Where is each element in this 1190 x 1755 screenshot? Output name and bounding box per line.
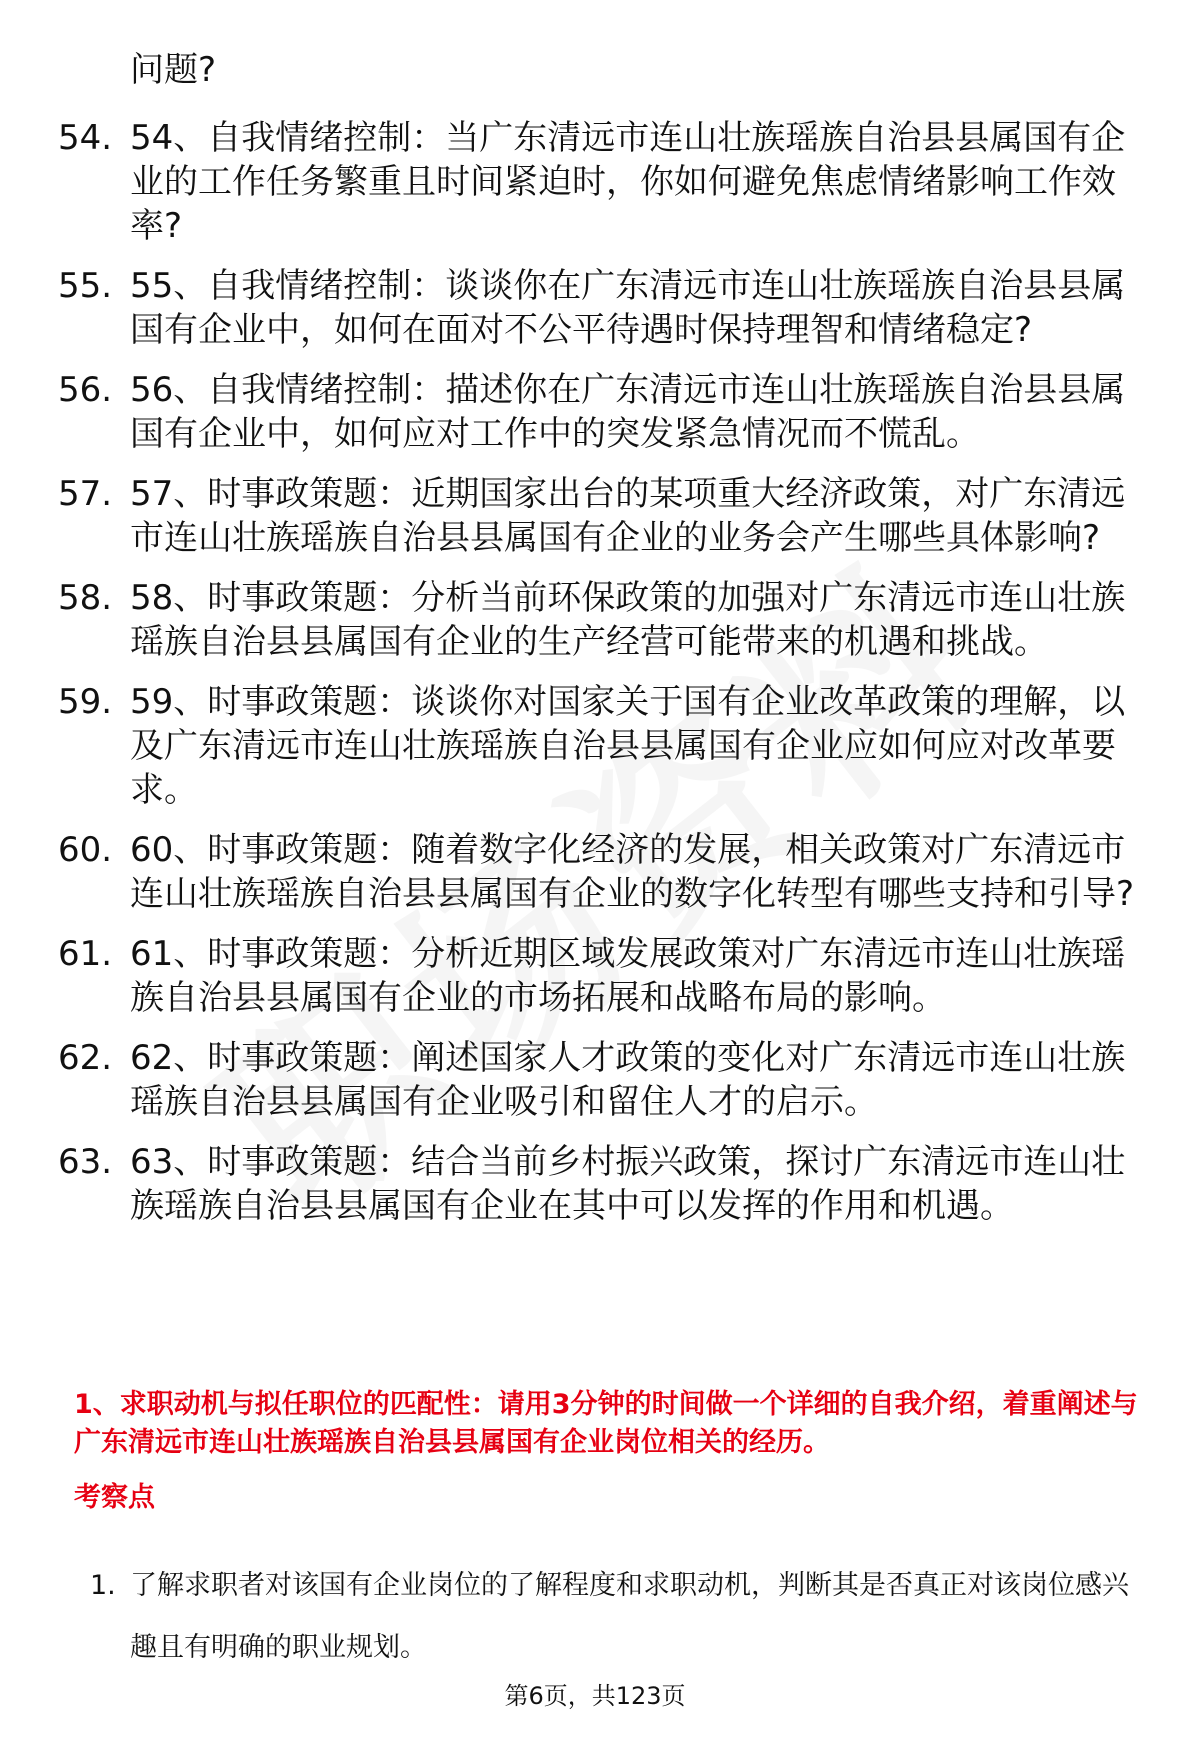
question-number: 59. [58, 682, 113, 722]
question-text: 61、时事政策题：分析近期区域发展政策对广东清远市连山壮族瑶族自治县县属国有企业的市场拓展和战略布局的影响。 [130, 934, 1126, 1018]
question-text: 58、时事政策题：分析当前环保政策的加强对广东清远市连山壮族瑶族自治县县属国有企业的生产经营可能带来的机遇和挑战。 [130, 578, 1126, 662]
question-text: 63、时事政策题：结合当前乡村振兴政策，探讨广东清远市连山壮族瑶族自治县县属国有企业在其中可以发挥的作用和机遇。 [130, 1142, 1126, 1226]
question-item [58, 576, 1148, 664]
question-item [58, 116, 1148, 248]
point-number: 1. [90, 1570, 116, 1601]
question-item [58, 1036, 1148, 1124]
question-number: 63. [58, 1142, 113, 1182]
question-text: 56、自我情绪控制：描述你在广东清远市连山壮族瑶族自治县县属国有企业中，如何应对工作中的突发紧急情况而不慌乱。 [130, 370, 1126, 454]
sub-heading: 考察点 [74, 1482, 155, 1513]
assessment-point [90, 1555, 1150, 1679]
question-text: 59、时事政策题：谈谈你对国家关于国有企业改革政策的理解，以及广东清远市连山壮族瑶族自治县县属国有企业应如何应对改革要求。 [130, 682, 1126, 810]
question-number: 56. [58, 370, 113, 410]
question-item [58, 828, 1148, 916]
question-item [58, 472, 1148, 560]
point-text: 了解求职者对该国有企业岗位的了解程度和求职动机，判断其是否真正对该岗位感兴趣且有明确的职业规划。 [130, 1570, 1129, 1663]
question-text: 62、时事政策题：阐述国家人才政策的变化对广东清远市连山壮族瑶族自治县县属国有企业吸引和留住人才的启示。 [130, 1038, 1126, 1122]
page-footer: 第6页，共123页 [504, 1682, 686, 1710]
question-number: 60. [58, 830, 113, 870]
question-number: 57. [58, 474, 113, 514]
question-text: 54、自我情绪控制：当广东清远市连山壮族瑶族自治县县属国有企业的工作任务繁重且时间紧迫时，你如何避免焦虑情绪影响工作效率? [130, 118, 1126, 246]
continuation-text: 问题? [130, 50, 217, 90]
question-number: 58. [58, 578, 113, 618]
section-heading: 1、求职动机与拟任职位的匹配性：请用3分钟的时间做一个详细的自我介绍，着重阐述与广东清远市连山壮族瑶族自治县县属国有企业岗位相关的经历。 [74, 1389, 1138, 1458]
question-number: 62. [58, 1038, 113, 1078]
question-text: 57、时事政策题：近期国家出台的某项重大经济政策，对广东清远市连山壮族瑶族自治县县属国有企业的业务会产生哪些具体影响? [130, 474, 1126, 558]
question-item [58, 368, 1148, 456]
question-list [58, 116, 1148, 1244]
question-item [58, 680, 1148, 812]
question-number: 61. [58, 934, 113, 974]
question-item [58, 1140, 1148, 1228]
question-number: 54. [58, 118, 113, 158]
question-item [58, 932, 1148, 1020]
question-item [58, 264, 1148, 352]
question-text: 60、时事政策题：随着数字化经济的发展，相关政策对广东清远市连山壮族瑶族自治县县属国有企业的数字化转型有哪些支持和引导? [130, 830, 1135, 914]
question-text: 55、自我情绪控制：谈谈你在广东清远市连山壮族瑶族自治县县属国有企业中，如何在面对不公平待遇时保持理智和情绪稳定? [130, 266, 1126, 350]
question-number: 55. [58, 266, 113, 306]
